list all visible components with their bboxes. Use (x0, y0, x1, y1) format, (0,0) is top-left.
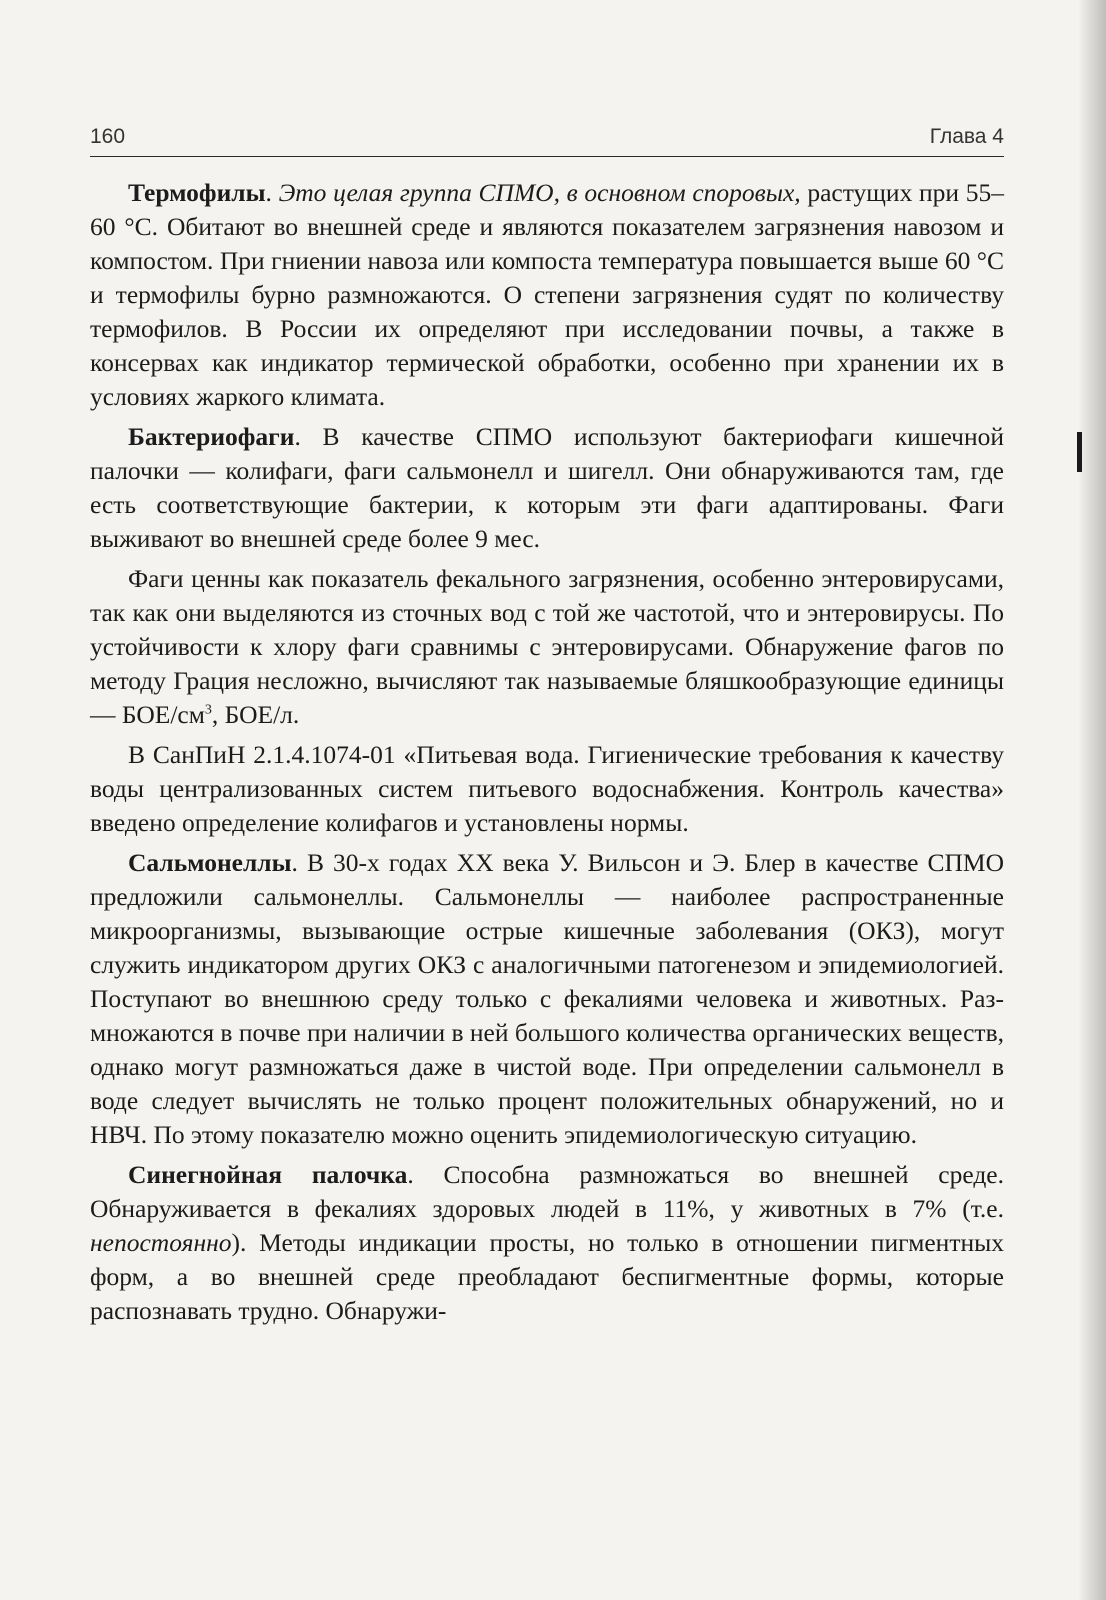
paragraph-bacteriophages: Бактериофаги. В качестве СПМО используют бактериофаги кишечной палочки — колифаги, фаги сальмонелл и шигелл. Они обнаруживаются там, где есть соответствующие бактерии, к которым эти фаги адаптированы. Фаги выживают во внешней среде более 9 мес. (90, 422, 1005, 553)
chapter-title: Глава 4 (929, 125, 1004, 148)
paragraph-phages-value: Фаги ценны как показатель фекального загрязнения, особенно энтеровирусами, так как они выделяются из сточных вод с той же частотой, что и энтеровирусы. По устойчивости к хлору фаги сравнимы с энтеровирусами. Обнаружение фагов по методу Грация несложно, вычисляют так называемые бляшкообразующие единицы — БОЕ/$см^3$, БОЕ/л. (90, 564, 1004, 729)
term-thermophiles: Термофилы (128, 178, 266, 207)
running-head (90, 122, 1004, 157)
term-pseudomonas: Синегнойная палочка (128, 1160, 408, 1189)
body-text (90, 176, 1004, 1334)
paragraph-sanpin: В СанПиН 2.1.4.1074-01 «Питьевая вода. Гигиенические требования к качеству воды централизованных систем питьевого водоснабжения. Контроль качества» введено определение колифагов и установлены нормы. (90, 740, 1004, 837)
binding-mark (1077, 432, 1082, 472)
term-salmonella: Сальмонеллы (128, 848, 292, 877)
italic-phrase: Это целая группа СПМО, в основном споровых, (278, 178, 801, 207)
paragraph-salmonella: Сальмонеллы. В 30-х годах XX века У. Вильсон и Э. Блер в качестве СПМО предложили сальмонеллы. Сальмонеллы — наиболее распространенные микроорганизмы, вызывающие острые кишечные заболевания (ОКЗ), могут служить индикатором других ОКЗ с аналогичными патогенезом и эпидемиологией. Поступают во внешнюю среду только с фекалиями человека и животных. Размножаются в почве при наличии в ней большого количества органических веществ, однако могут размножаться даже в чистой воде. При определении сальмонелл в воде следует вычислять не только процент положительных обнаружений, но и НВЧ. По этому показателю можно оценить эпидемиологическую ситуацию. (90, 848, 1005, 1149)
term-bacteriophages: Бактериофаги (128, 422, 295, 451)
italic-phrase: непостоянно (90, 1228, 232, 1257)
paragraph-thermophiles: Термофилы. Это целая группа СПМО, в основном споровых, растущих при 55–60 °С. Обитают во внешней среде и являются показателем загрязнения навозом и компостом. При гниении навоза или компоста температура повышается выше 60 °С и термофилы бурно размножаются. О степени загрязнения судят по количеству термофилов. В России их определяют при исследовании почвы, а также в консервах как индикатор термической обработки, особенно при хранении их в условиях жаркого климата. (90, 178, 1004, 411)
page-number: 160 (90, 125, 126, 148)
paragraph-pseudomonas: Синегнойная палочка. Способна размножаться во внешней среде. Обнаруживается в фекалиях здоровых людей в 11%, у животных в 7% (т.е. непостоянно). Методы индикации просты, но только в отношении пигментных форм, а во внешней среде преобладают беспигментные формы, которые распознавать трудно. Обнаружи- (90, 1160, 1004, 1325)
page-binding-shadow (1078, 0, 1106, 1600)
superscript-3: 3 (204, 702, 212, 718)
